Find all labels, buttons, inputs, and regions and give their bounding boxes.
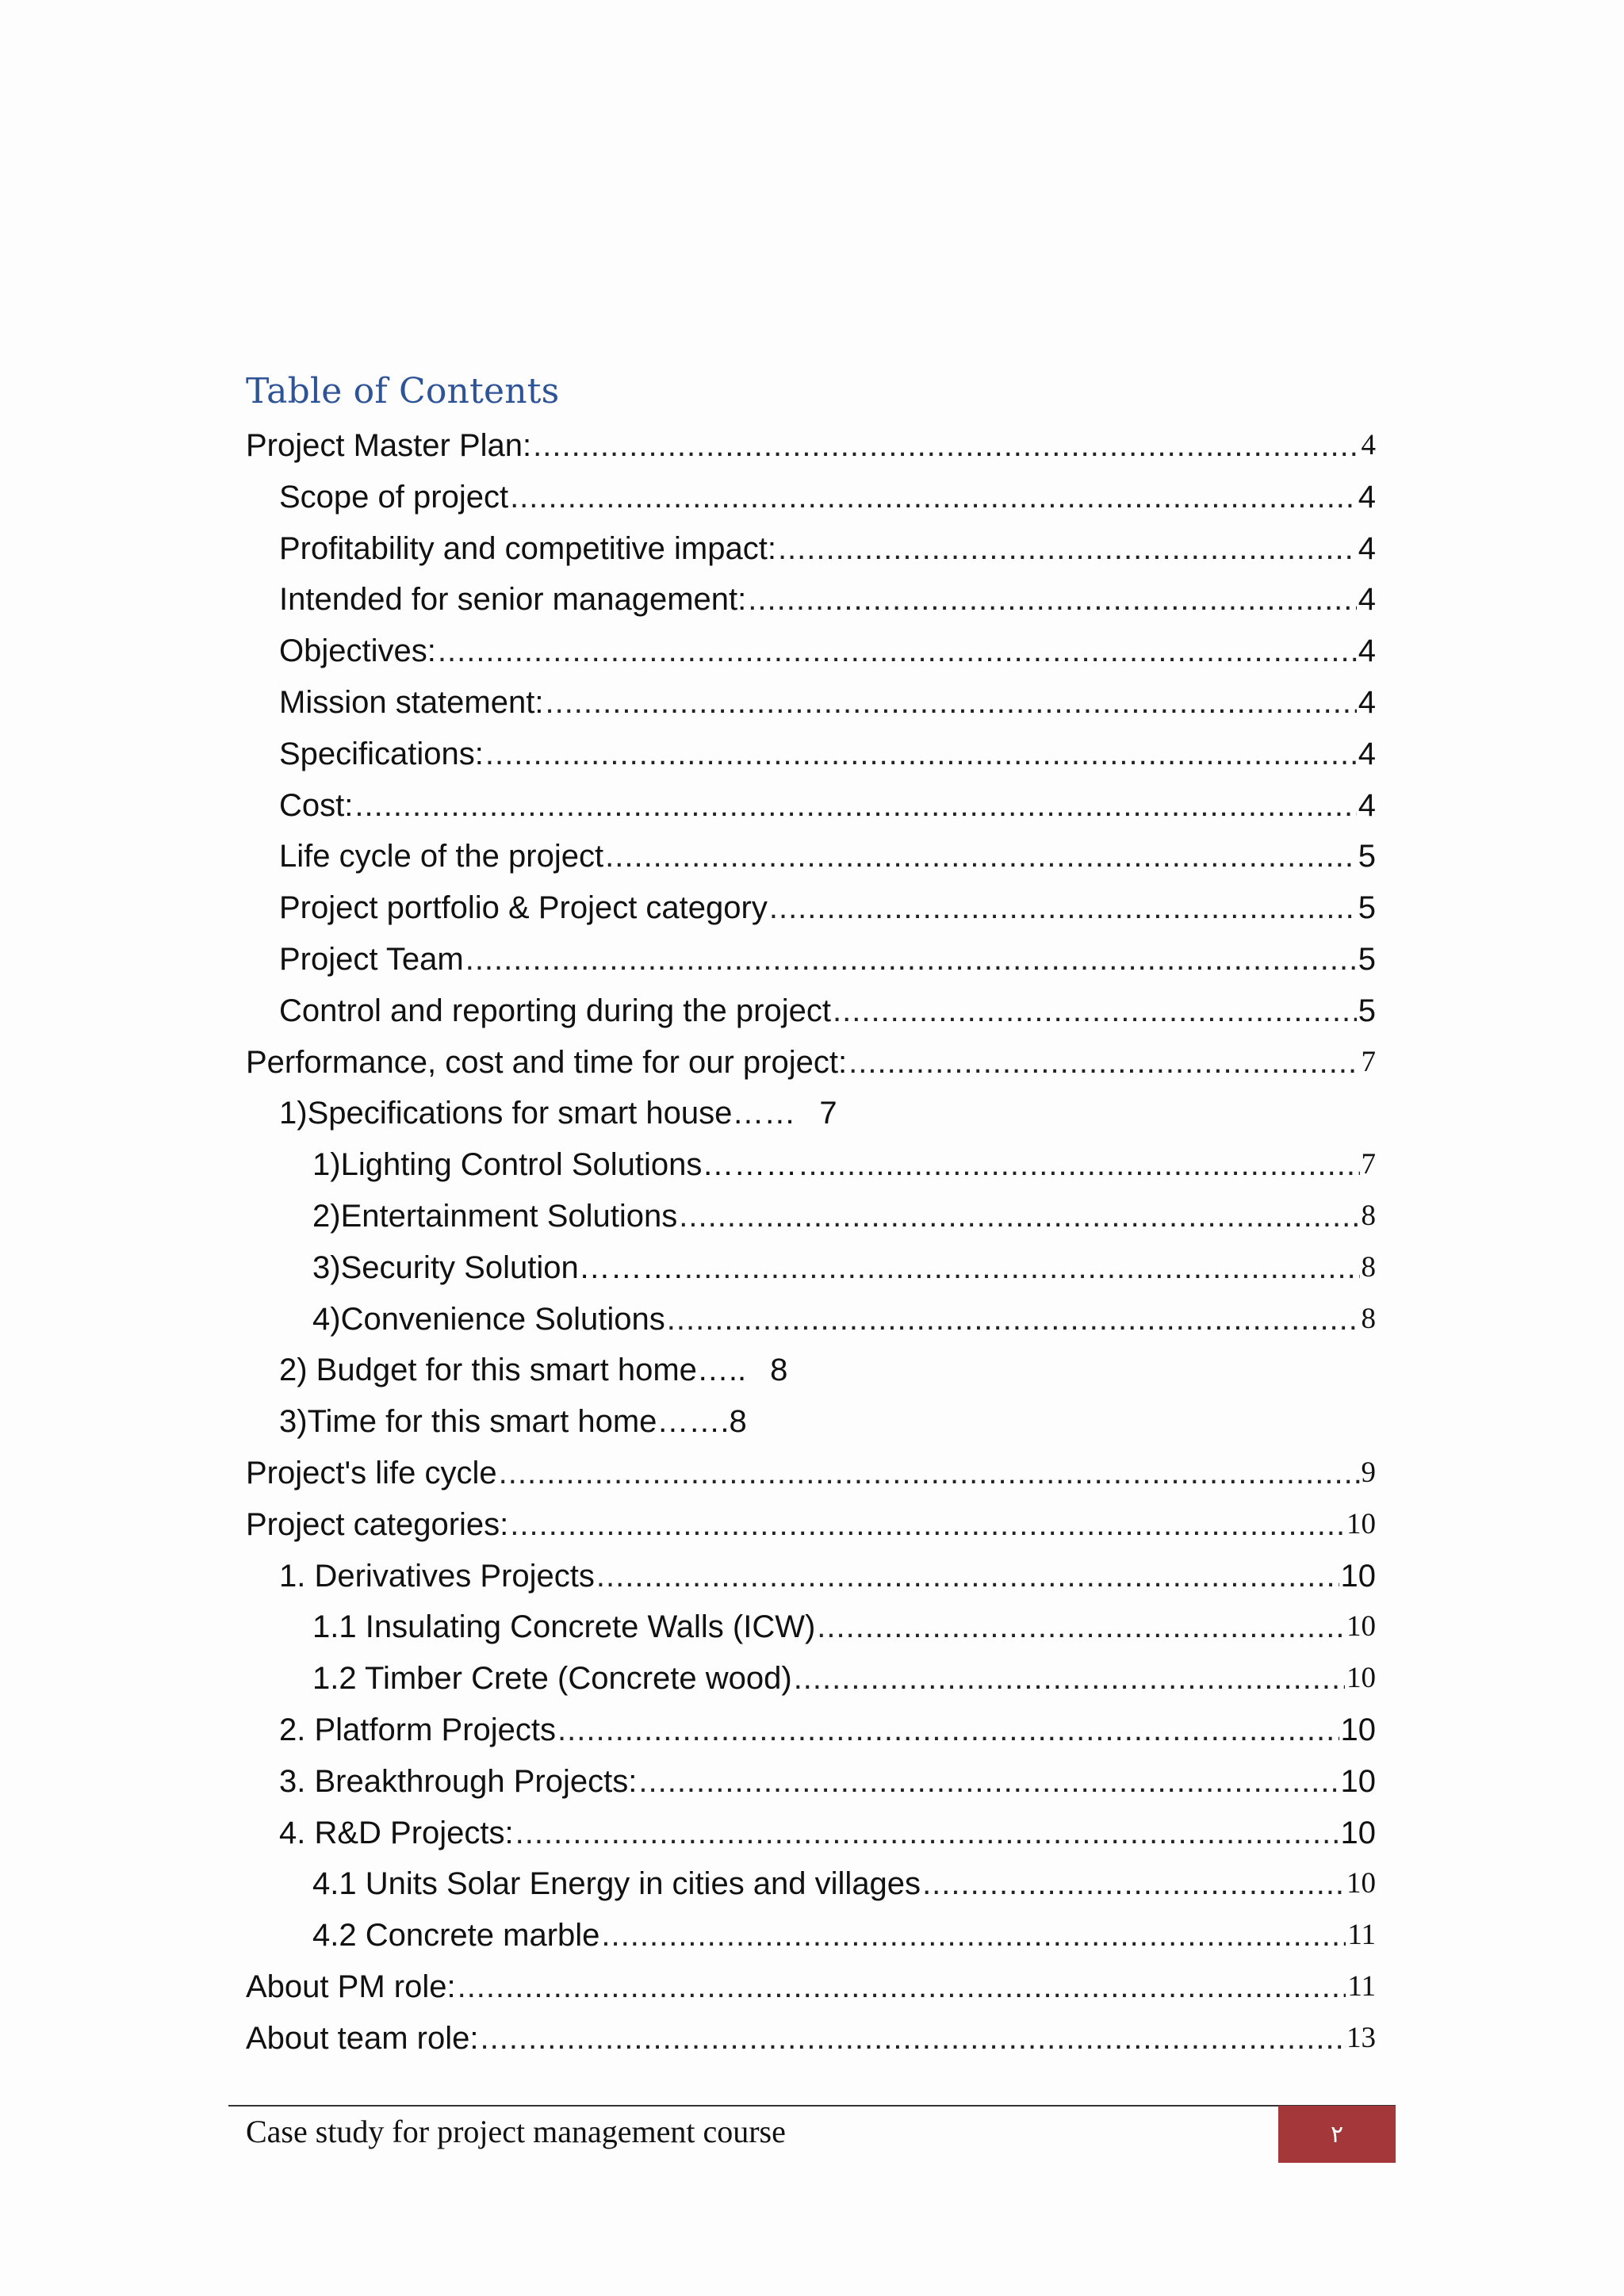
toc-entry-label: Life cycle of the project <box>279 839 604 874</box>
toc-entry-page: 5 <box>1358 993 1376 1028</box>
dot-leader <box>769 882 1357 934</box>
dot-leader <box>817 1601 1345 1653</box>
toc-entry-scope-of-project[interactable] <box>246 472 1376 523</box>
toc-entry-specifications[interactable] <box>246 729 1376 780</box>
toc-entry-label: 1.1 Insulating Concrete Walls (ICW) <box>312 1609 816 1645</box>
toc-entry-page: 5 <box>1358 839 1376 874</box>
toc-entry-convenience[interactable] <box>246 1294 1376 1345</box>
dot-leader <box>499 1448 1360 1499</box>
toc-entry-label: 3. Breakthrough Projects: <box>279 1763 638 1799</box>
toc-entry-label: 4.2 Concrete marble <box>312 1918 600 1954</box>
toc-entry-profitability[interactable] <box>246 523 1376 575</box>
dot-leader <box>510 472 1357 523</box>
toc-entry-cost[interactable] <box>246 780 1376 832</box>
toc-entry-specs-smart-house[interactable] <box>246 1088 1376 1139</box>
dot-leader <box>533 420 1359 472</box>
toc-entry-page: 10 <box>1340 1558 1376 1594</box>
toc-entry-label: 4)Convenience Solutions <box>312 1301 665 1337</box>
dot-leader <box>481 2013 1346 2064</box>
dot-leader <box>601 1910 1346 1961</box>
toc-entry-label: 4. R&D Projects: <box>279 1815 514 1850</box>
toc-entry-performance-cost-time[interactable] <box>246 1037 1376 1089</box>
toc-entry-label: 2. Platform Projects <box>279 1712 557 1747</box>
toc-entry-page: 5 <box>1358 941 1376 977</box>
toc-entry-platform[interactable] <box>246 1705 1376 1756</box>
toc-entry-page: 7 <box>1361 1148 1376 1181</box>
toc-entry-page: 4 <box>1358 684 1376 720</box>
dot-leader <box>545 677 1356 729</box>
toc-entry-life-cycle[interactable] <box>246 831 1376 882</box>
toc-entry-page: 4 <box>1358 736 1376 771</box>
toc-entry-label: Performance, cost and time for our project: <box>246 1044 848 1080</box>
toc-entry-page: 4 <box>1361 429 1376 461</box>
footer-divider <box>228 2105 1396 2107</box>
dot-leader <box>515 1808 1339 1859</box>
toc-entry-senior-management[interactable] <box>246 574 1376 626</box>
dot-leader <box>465 934 1357 985</box>
dot-leader <box>848 1037 1359 1089</box>
footer-page-number: ٢ <box>1278 2106 1396 2163</box>
toc-entry-security[interactable] <box>246 1242 1376 1294</box>
toc-entry-project-team[interactable] <box>246 934 1376 985</box>
toc-entry-label: 1)Lighting Control Solutions……… <box>312 1147 798 1183</box>
toc-entry-label: Scope of project <box>279 479 509 515</box>
toc-entry-control-reporting[interactable] <box>246 985 1376 1037</box>
toc-entry-page: 10 <box>1346 1507 1376 1540</box>
toc-entry-page: 8 <box>1361 1199 1376 1232</box>
dot-leader <box>799 1139 1359 1191</box>
toc-entry-label: Control and reporting during the project <box>279 993 831 1028</box>
toc-entry-page: 4 <box>1358 787 1376 823</box>
toc-entry-concrete-marble[interactable] <box>246 1910 1376 1961</box>
dot-leader <box>510 1499 1345 1551</box>
toc-entry-label: Intended for senior management: <box>279 582 747 618</box>
toc-entry-label: 2) Budget for this smart home….. <box>279 1353 747 1388</box>
toc-entry-budget[interactable] <box>246 1345 1376 1396</box>
toc-entry-label: 3)Time for this smart home……. <box>279 1404 730 1440</box>
toc-entry-label: Objectives: <box>279 633 436 669</box>
toc-entry-label: Project portfolio & Project category <box>279 890 768 926</box>
toc-entry-label: 3)Security Solution………. <box>312 1249 683 1285</box>
toc-entry-objectives[interactable] <box>246 626 1376 677</box>
toc-entry-page: 4 <box>1358 633 1376 669</box>
dot-leader <box>748 574 1356 626</box>
toc-entry-label: 1.2 Timber Crete (Concrete wood) <box>312 1661 792 1697</box>
toc-entry-page: 13 <box>1346 2021 1376 2054</box>
toc-entry-label: About team role: <box>246 2020 479 2056</box>
toc-entry-mission-statement[interactable] <box>246 677 1376 729</box>
toc-entry-time[interactable] <box>246 1396 1376 1448</box>
toc-entry-page: 8 <box>1361 1302 1376 1335</box>
toc-list <box>246 420 1376 2064</box>
toc-entry-page: 10 <box>1346 1610 1376 1644</box>
toc-entry-derivatives[interactable] <box>246 1551 1376 1602</box>
toc-entry-project-categories[interactable] <box>246 1499 1376 1551</box>
toc-entry-page: 10 <box>1340 1712 1376 1747</box>
dot-leader <box>833 985 1357 1037</box>
toc-entry-page: 8 <box>729 1404 747 1440</box>
toc-entry-label: Project categories: <box>246 1506 509 1542</box>
toc-entry-page: 4 <box>1358 530 1376 566</box>
toc-entry-page: 11 <box>1347 1919 1376 1952</box>
toc-entry-label: Project's life cycle <box>246 1455 497 1490</box>
toc-entry-page: 7 <box>819 1096 837 1131</box>
toc-entry-breakthrough[interactable] <box>246 1756 1376 1808</box>
toc-entry-label: Cost: <box>279 787 354 823</box>
toc-entry-timber-crete[interactable] <box>246 1653 1376 1705</box>
toc-title: Table of Contents <box>246 371 560 411</box>
toc-entry-label: Project Team <box>279 941 464 977</box>
toc-entry-rd-projects[interactable] <box>246 1808 1376 1859</box>
toc-entry-solar-energy[interactable] <box>246 1858 1376 1910</box>
toc-entry-pm-role[interactable] <box>246 1961 1376 2013</box>
toc-entry-page: 7 <box>1361 1045 1376 1078</box>
toc-entry-page: 10 <box>1340 1815 1376 1850</box>
toc-entry-page: 4 <box>1358 479 1376 515</box>
toc-entry-label: Profitability and competitive impact: <box>279 530 776 566</box>
toc-entry-page: 5 <box>1358 890 1376 926</box>
dot-leader <box>922 1858 1345 1910</box>
toc-entry-label: 1. Derivatives Projects <box>279 1558 595 1594</box>
toc-entry-projects-life-cycle[interactable] <box>246 1448 1376 1499</box>
toc-entry-entertainment[interactable] <box>246 1191 1376 1242</box>
toc-entry-label: Project Master Plan: <box>246 428 532 463</box>
toc-entry-page: 8 <box>1361 1250 1376 1284</box>
dot-leader <box>667 1294 1360 1345</box>
toc-entry-team-role[interactable] <box>246 2013 1376 2064</box>
dot-leader <box>354 780 1356 832</box>
footer-course-text: Case study for project management course <box>246 2114 786 2149</box>
dot-leader <box>638 1756 1339 1808</box>
toc-entry-icw[interactable] <box>246 1601 1376 1653</box>
dot-leader <box>485 729 1357 780</box>
toc-entry-page: 10 <box>1346 1867 1376 1900</box>
toc-entry-project-master-plan[interactable] <box>246 420 1376 472</box>
dot-leader <box>596 1551 1339 1602</box>
dot-leader <box>458 1961 1346 2013</box>
toc-entry-lighting-control[interactable] <box>246 1139 1376 1191</box>
toc-entry-label: 4.1 Units Solar Energy in cities and villages <box>312 1866 921 1902</box>
dot-leader <box>778 523 1357 575</box>
toc-entry-page: 8 <box>770 1353 788 1388</box>
toc-entry-portfolio-category[interactable] <box>246 882 1376 934</box>
toc-entry-label: Mission statement: <box>279 684 544 720</box>
toc-entry-label: Specifications: <box>279 736 484 771</box>
dot-leader <box>679 1191 1359 1242</box>
toc-entry-label: About PM role: <box>246 1969 456 2004</box>
toc-entry-page: 11 <box>1347 1969 1376 2003</box>
toc-entry-label: 2)Entertainment Solutions <box>312 1198 678 1234</box>
dot-leader <box>557 1705 1339 1756</box>
dot-leader <box>605 831 1357 882</box>
toc-entry-page: 4 <box>1358 582 1376 618</box>
toc-entry-page: 10 <box>1340 1763 1376 1799</box>
dot-leader <box>794 1653 1345 1705</box>
toc-entry-label: 1)Specifications for smart house…… <box>279 1096 796 1131</box>
toc-entry-page: 10 <box>1346 1662 1376 1695</box>
dot-leader <box>438 626 1357 677</box>
dot-leader <box>684 1242 1360 1294</box>
toc-entry-page: 9 <box>1361 1456 1376 1489</box>
